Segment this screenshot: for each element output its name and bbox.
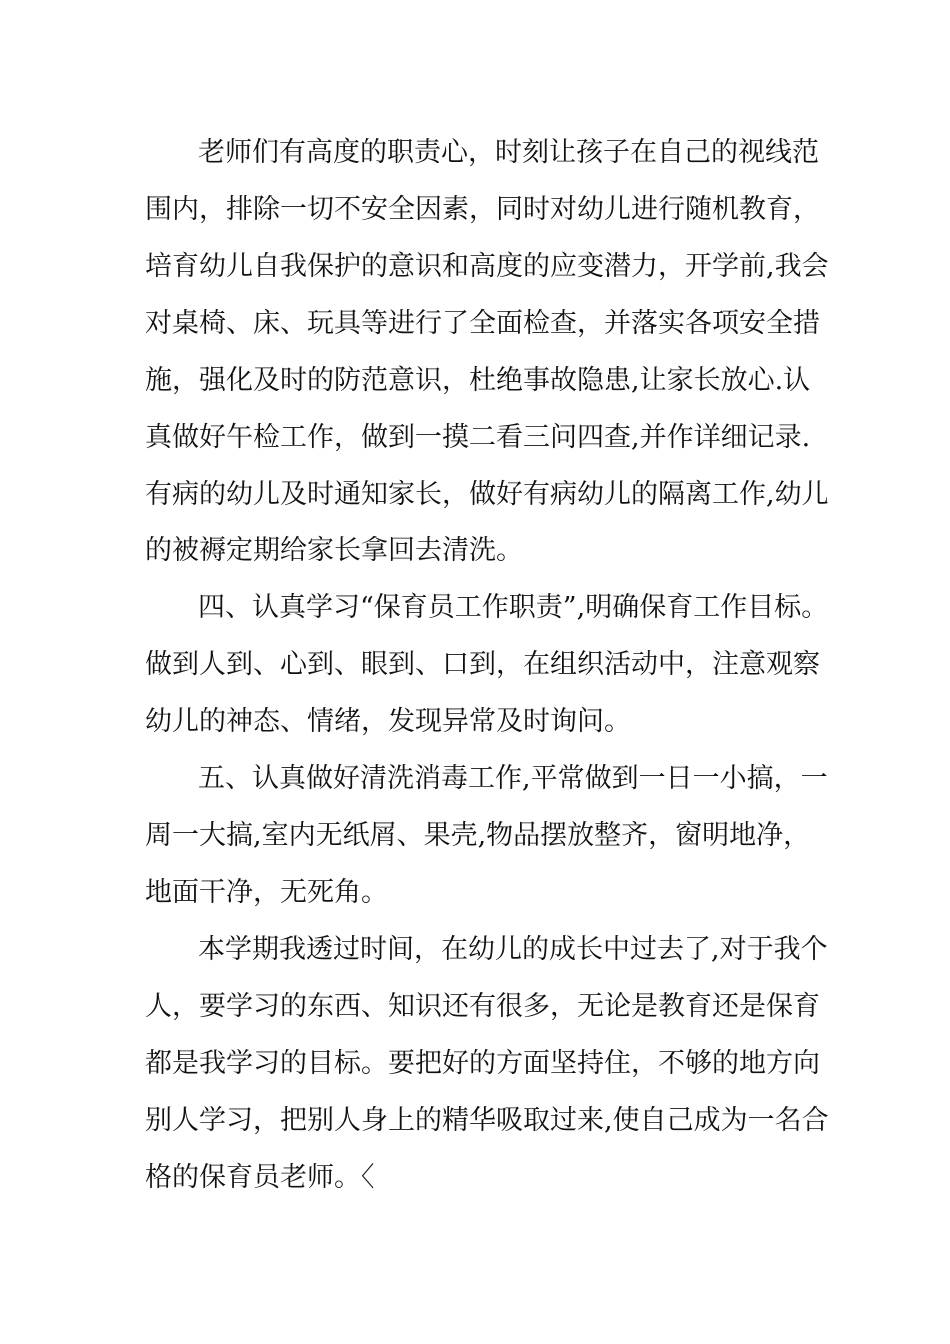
text-line: 老师们有高度的职责心，时刻让孩子在自己的视线范 (198, 137, 819, 168)
text-line: 别人学习，把别人身上的精华吸取过来,使自己成为一名合 (145, 1105, 829, 1136)
text-line: 真做好午检工作，做到一摸二看三问四查,并作详细记录. (145, 422, 811, 453)
text-line: 本学期我透过时间，在幼儿的成长中过去了,对于我个 (198, 934, 828, 965)
text-line: 做到人到、心到、眼到、口到，在组织活动中，注意观察 (145, 649, 820, 680)
text-line: 格的保育员老师。〈 (145, 1162, 375, 1193)
text-line: 施，强化及时的防范意识，杜绝事故隐患,让家长放心.认 (145, 365, 811, 396)
text-line: 幼儿的神态、情绪，发现异常及时询问。 (145, 706, 631, 737)
text-line: 人，要学习的东西、知识还有很多，无论是教育还是保育 (145, 991, 820, 1022)
text-line: 周一大搞,室内无纸屑、果壳,物品摆放整齐，窗明地净， (145, 820, 811, 851)
text-line: 都是我学习的目标。要把好的方面坚持住，不够的地方向 (145, 1048, 820, 1079)
text-line: 地面干净，无死角。 (145, 877, 388, 908)
text-line: 有病的幼儿及时通知家长，做好有病幼儿的隔离工作,幼儿 (145, 479, 829, 510)
text-line: 四、认真学习“保育员工作职责”,明确保育工作目标。 (198, 592, 829, 623)
text-line: 的被褥定期给家长拿回去清洗。 (145, 535, 523, 566)
text-line: 培育幼儿自我保护的意识和高度的应变潜力，开学前,我会 (145, 251, 829, 282)
text-line: 五、认真做好清洗消毒工作,平常做到一日一小搞，一 (198, 763, 828, 794)
text-line: 围内，排除一切不安全因素，同时对幼儿进行随机教育， (145, 194, 820, 225)
text-line: 对桌椅、床、玩具等进行了全面检查，并落实各项安全措 (145, 308, 820, 339)
